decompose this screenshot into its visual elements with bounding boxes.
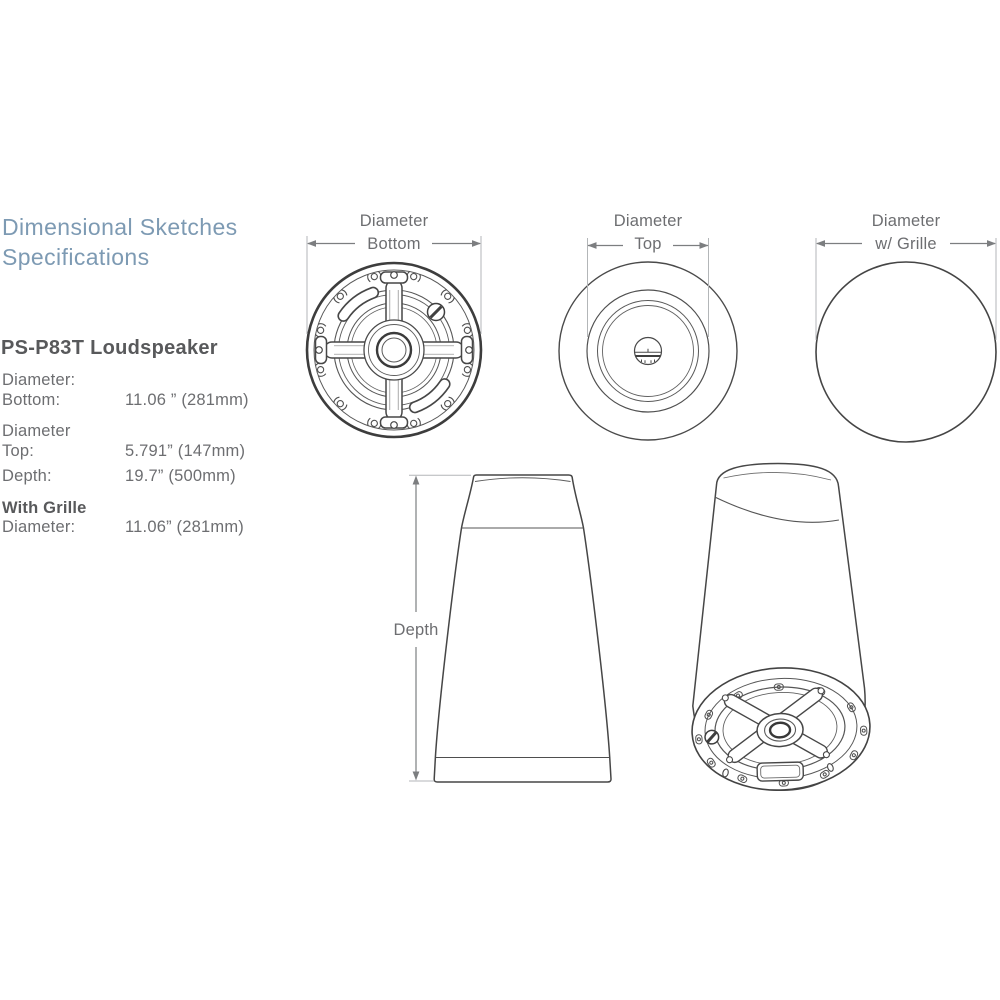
grille-view-drawing (816, 262, 996, 442)
spec-diameter-bottom-label1: Diameter: (2, 371, 76, 389)
spec-with-grille-value: 11.06” (281mm) (125, 518, 244, 536)
dim-label-grille-line2: w/ Grille (875, 234, 937, 253)
spec-diameter-bottom-value: 11.06 ” (281mm) (125, 391, 249, 409)
bottom-view-drawing (307, 263, 481, 437)
spec-depth-label: Depth: (2, 467, 52, 485)
page-title (2, 212, 238, 272)
dim-label-top (614, 210, 683, 255)
perspective-view-drawing (689, 464, 873, 795)
dim-label-top-line1: Diameter (613, 212, 683, 230)
page-title-line2: Specifications (2, 244, 150, 270)
slotted-screw-perspective (705, 730, 719, 744)
spec-diameter-top-value: 5.791” (147mm) (125, 442, 246, 460)
dim-label-grille-line1: Diameter (871, 212, 941, 230)
dim-label-bottom-line1: Diameter (359, 212, 429, 230)
dim-label-depth: Depth (393, 621, 439, 639)
spec-with-grille-label: Diameter: (2, 518, 76, 536)
dim-label-bottom-line2: Bottom (367, 234, 421, 253)
spec-diameter-top-label1: Diameter (2, 422, 71, 440)
spec-diameter-bottom-label2: Bottom: (2, 391, 61, 409)
page-title-line1: Dimensional Sketches (2, 214, 238, 240)
dim-label-bottom (360, 210, 429, 255)
spec-depth-value: 19.7” (500mm) (125, 467, 236, 485)
spec-diameter-top-label2: Top: (2, 442, 34, 460)
center-boss (364, 320, 424, 380)
port-slot (757, 762, 803, 781)
product-name: PS-P83T Loudspeaker (1, 337, 218, 359)
top-view-drawing (559, 262, 737, 440)
side-view-drawing (434, 475, 611, 782)
dim-label-top-line2: Top (634, 234, 662, 253)
slotted-screw (428, 304, 445, 321)
spec-with-grille-heading: With Grille (2, 499, 87, 517)
cable-gland (635, 338, 662, 365)
dim-label-grille (872, 210, 941, 255)
